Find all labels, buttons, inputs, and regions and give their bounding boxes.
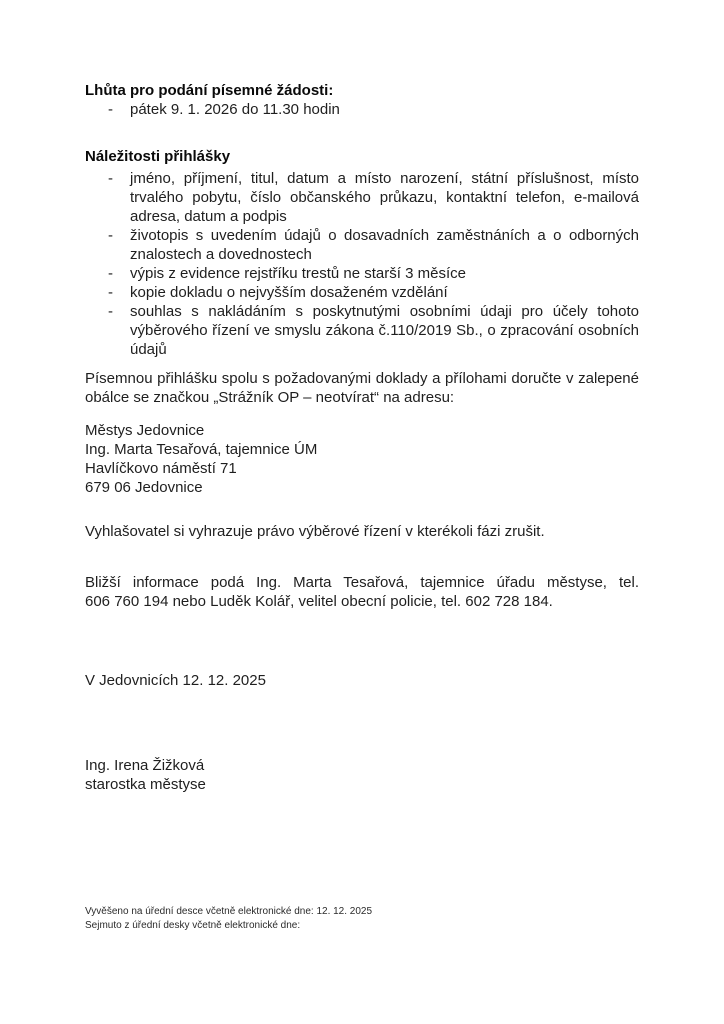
- requirement-item-personal-data: [85, 169, 639, 226]
- footer-block: [85, 905, 639, 933]
- address-line-municipality: Městys Jedovnice: [85, 422, 205, 439]
- requirement-item-criminal-record: [85, 264, 639, 283]
- requirement-line: trvalého pobytu, číslo občanského průkazu, kontaktní telefon, e-mailová: [130, 189, 639, 206]
- address-line-recipient: Ing. Marta Tesařová, tajemnice ÚM: [85, 441, 318, 458]
- dateline: V Jedovnicích 12. 12. 2025: [85, 672, 266, 689]
- signature-block: [85, 756, 639, 794]
- requirement-line: souhlas s nakládáním s poskytnutými osobními údaji pro účely tohoto: [130, 303, 639, 320]
- list-dash: -: [108, 227, 113, 244]
- requirement-line: výpis z evidence rejstříku trestů ne starší 3 měsíce: [130, 265, 466, 282]
- paragraph-line: 606 760 194 nebo Luděk Kolář, velitel obecní policie, tel. 602 728 184.: [85, 593, 553, 610]
- list-dash: -: [108, 265, 113, 282]
- requirement-line: kopie dokladu o nejvyšším dosaženém vzdělání: [130, 284, 448, 301]
- requirement-item-consent: [85, 302, 639, 359]
- signature-name: Ing. Irena Žižková: [85, 757, 205, 774]
- requirement-line: jméno, příjmení, titul, datum a místo narození, státní příslušnost, místo: [130, 170, 639, 187]
- address-line-street: Havlíčkovo náměstí 71: [85, 460, 237, 477]
- list-dash: -: [108, 101, 113, 118]
- paragraph-line: obálce se značkou „Strážník OP – neotvírat“ na adresu:: [85, 389, 455, 406]
- list-dash: -: [108, 170, 113, 187]
- cancellation-note: Vyhlašovatel si vyhrazuje právo výběrové řízení v kterékoli fázi zrušit.: [85, 523, 545, 540]
- signature-title: starostka městyse: [85, 776, 206, 793]
- address-line-city: 679 06 Jedovnice: [85, 479, 203, 496]
- contact-paragraph: [85, 573, 639, 611]
- paragraph-line: Bližší informace podá Ing. Marta Tesařová, tajemnice úřadu městyse, tel.: [85, 574, 639, 591]
- requirement-line: adresa, datum a podpis: [130, 208, 287, 225]
- requirements-list: [85, 169, 639, 359]
- requirements-heading: Náležitosti přihlášky: [85, 148, 231, 165]
- footer-removed-line: Sejmuto z úřední desky včetně elektronické dne:: [85, 920, 301, 931]
- deadline-item: [85, 100, 639, 119]
- requirement-item-education: [85, 283, 639, 302]
- requirement-line: výběrového řízení ve smyslu zákona č.110/2019 Sb., o zpracování osobních: [130, 322, 639, 339]
- requirement-item-cv: [85, 226, 639, 264]
- address-block: [85, 421, 639, 497]
- paragraph-line: Písemnou přihlášku spolu s požadovanými doklady a přílohami doručte v zalepené: [85, 370, 639, 387]
- delivery-paragraph: [85, 369, 639, 407]
- deadline-heading: Lhůta pro podání písemné žádosti:: [85, 82, 334, 99]
- requirement-line: znalostech a dovednostech: [130, 246, 312, 263]
- deadline-item-text: pátek 9. 1. 2026 do 11.30 hodin: [130, 101, 340, 118]
- list-dash: -: [108, 284, 113, 301]
- list-dash: -: [108, 303, 113, 320]
- footer-posted-line: Vyvěšeno na úřední desce včetně elektronické dne: 12. 12. 2025: [85, 906, 373, 917]
- requirement-line: údajů: [130, 341, 167, 358]
- requirement-line: životopis s uvedením údajů o dosavadních zaměstnáních a o odborných: [130, 227, 639, 244]
